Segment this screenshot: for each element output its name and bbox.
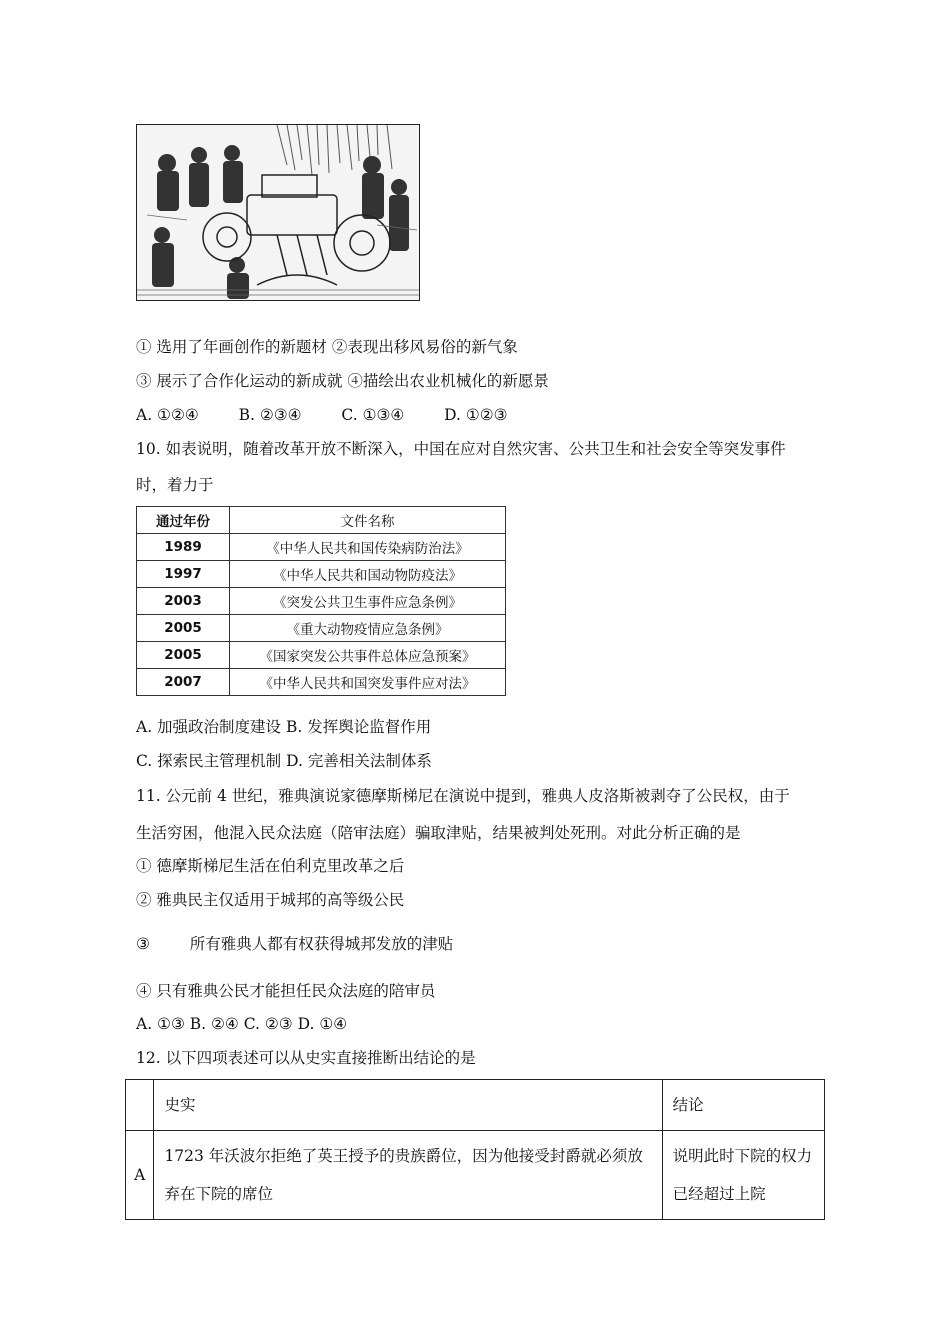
q11-option-1: ① 德摩斯梯尼生活在伯利克里改革之后 [136,857,405,875]
table-header-row [137,507,506,534]
table-row [137,534,506,561]
q10-choices-line-1: A. 加强政治制度建设 B. 发挥舆论监督作用 [136,718,432,736]
header-fact: 史实 [154,1080,662,1131]
q12-table [125,1079,825,1220]
q10-documents-table [136,506,506,696]
q12-stem: 12. 以下四项表述可以从史实直接推断出结论的是 [136,1049,476,1067]
q9-choice-d: D. ①②③ [444,406,508,424]
row-year: 1989 [137,534,230,561]
q9-choice-a: A. ①②④ [136,406,199,424]
table-row [137,669,506,696]
row-year: 2005 [137,615,230,642]
row-document: 《重大动物疫情应急条例》 [230,615,506,642]
q9-choices [136,404,508,426]
row-document: 《中华人民共和国传染病防治法》 [230,534,506,561]
row-year: 2003 [137,588,230,615]
q11-option-3-text: 所有雅典人都有权获得城邦发放的津贴 [189,935,454,953]
table-row [137,642,506,669]
row-conclusion: 说明此时下院的权力已经超过上院 [662,1131,824,1220]
row-year: 2005 [137,642,230,669]
row-document: 《国家突发公共事件总体应急预案》 [230,642,506,669]
q11-stem-line-2: 生活穷困，他混入民众法庭（陪审法庭）骗取津贴，结果被判处死刑。对此分析正确的是 [136,824,741,842]
header-conclusion: 结论 [662,1080,824,1131]
q11-choices: A. ①③ B. ②④ C. ②③ D. ①④ [136,1015,348,1033]
header-document: 文件名称 [230,507,506,534]
table-row [137,561,506,588]
table-header-row [126,1080,825,1131]
q10-choices-line-2: C. 探索民主管理机制 D. 完善相关法制体系 [136,752,432,770]
q9-option-line-1: ① 选用了年画创作的新题材 ②表现出移风易俗的新气象 [136,338,518,356]
farm-machinery-crowd-engraving-icon [137,125,420,301]
q9-choice-b: B. ②③④ [238,406,302,424]
q9-choice-c: C. ①③④ [341,406,405,424]
row-label: A [126,1131,154,1220]
q11-option-3-number: ③ [136,935,150,953]
row-document: 《中华人民共和国突发事件应对法》 [230,669,506,696]
row-fact: 1723 年沃波尔拒绝了英王授予的贵族爵位，因为他接受封爵就必须放弃在下院的席位 [154,1131,662,1220]
header-year: 通过年份 [137,507,230,534]
table-row [137,588,506,615]
table-row [137,615,506,642]
q11-option-4: ④ 只有雅典公民才能担任民众法庭的陪审员 [136,982,436,1000]
q10-stem-line-1: 10. 如表说明，随着改革开放不断深入，中国在应对自然灾害、公共卫生和社会安全等突发事件 [136,440,786,458]
row-year: 1997 [137,561,230,588]
q11-option-2: ② 雅典民主仅适用于城邦的高等级公民 [136,891,405,909]
q9-option-line-2: ③ 展示了合作化运动的新成就 ④描绘出农业机械化的新愿景 [136,372,549,390]
row-document: 《突发公共卫生事件应急条例》 [230,588,506,615]
q11-stem-line-1: 11. 公元前 4 世纪，雅典演说家德摩斯梯尼在演说中提到，雅典人皮洛斯被剥夺了公民权，由于 [136,787,790,805]
row-document: 《中华人民共和国动物防疫法》 [230,561,506,588]
q11-option-3 [136,933,453,955]
farm-machinery-illustration [136,124,420,301]
header-label-cell [126,1080,154,1131]
q10-stem-line-2: 时，着力于 [136,476,214,494]
row-year: 2007 [137,669,230,696]
table-row [126,1131,825,1220]
